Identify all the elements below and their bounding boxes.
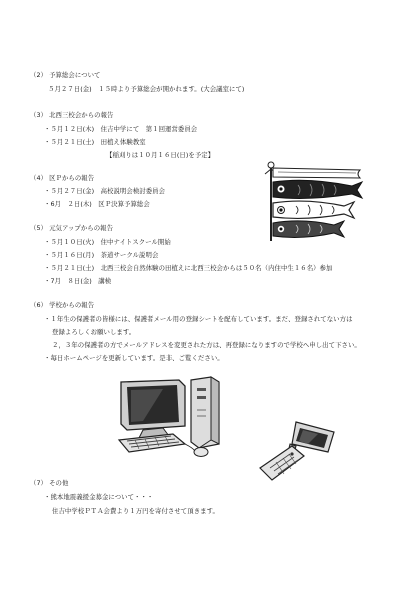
section-5-item-1: ・５月１０日(火) 住中ナイトスクール開始 (44, 238, 171, 246)
section-4-item-2: ・6月 ２日(木) 区Ｐ決算予算総会 (44, 200, 150, 208)
section-6-para-1b: 登録よろしくお願いします。 (52, 328, 136, 336)
section-5-item-2: ・５月１６日(月) 茶道サークル説明会 (44, 251, 159, 259)
section-6-heading: （6） 学校からの報告 (30, 301, 95, 309)
section-6-para-1a: ・１年生の保護者の皆様には、保護者メール用の登録シートを配布しています。まだ、登録されてない方は (44, 315, 353, 323)
section-2-line: ５月２７日(金) １５時より予算総会が開かれます。(大会議室にて) (48, 85, 245, 93)
desktop-computer-illustration (113, 374, 225, 458)
section-3-item-1: ・５月１２日(木) 住吉中学にて 第１回運営委員会 (44, 125, 198, 133)
section-2-heading: （2） 予算総会について (30, 71, 101, 79)
section-7-item-1: ・熊本地震義援金募金について・・・ (44, 493, 154, 501)
flip-phone-illustration (256, 418, 338, 486)
section-5-heading: （5） 元気アップからの報告 (30, 224, 114, 232)
section-3-item-2: ・５月２１日(土) 田植え体験教室 (44, 138, 146, 146)
section-4-item-1: ・５月２７日(金) 高校説明会検討委員会 (44, 187, 166, 195)
section-3-heading: （3） 北西三校会からの報告 (30, 111, 114, 119)
section-7-heading: （7） その他 (30, 479, 69, 487)
section-5-item-3: ・５月２１日(土) 北西三校会自然体験の田植えに北西三校会からは５０名（内住中生１６名）参加 (44, 264, 333, 272)
section-5-item-4: ・7月 ８日(金) 講検 (44, 277, 112, 285)
section-6-para-2: ２，３年の保護者の方でメールアドレスを変更された方は、再登録になりますので学校へ申し出て下さい。 (52, 341, 361, 349)
section-7-item-2: 住吉中学校ＰＴＡ会費より１万円を寄付させて頂きます。 (52, 507, 219, 515)
section-3-note: 【稲刈りは１０月１６日(日)を予定】 (106, 151, 215, 159)
koinobori-illustration (258, 160, 368, 242)
section-6-para-3: ・毎日ホームページを更新しています。是非、ご覧ください。 (44, 354, 224, 362)
section-4-heading: （4） 区Ｐからの報告 (30, 174, 95, 182)
